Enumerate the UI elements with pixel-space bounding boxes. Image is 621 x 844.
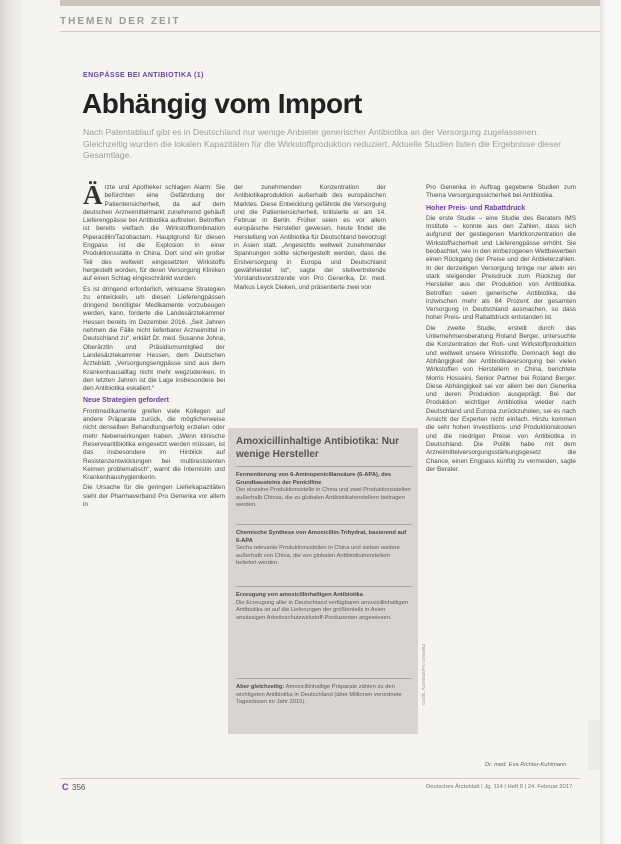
info-box-divider: [236, 524, 412, 525]
article-headline: Abhängig vom Import: [82, 88, 362, 119]
text-column-2: [234, 184, 386, 294]
paragraph: Pro Generika in Auftrag gegebene Studien zum Thema Versorgungssicherheit bei Antibiotika.: [426, 184, 576, 200]
article-lead: Nach Patentablauf gibt es in Deutschland nur wenige Anbieter generischer Antibiotika an der Versorgung zugelassenen. Gleichzeitig wurden die lokalen Kapazitäten für die Wirkstoffproduktion reduziert. Aktuelle Studien listen die Ergebnisse dieser Gesamtlage.: [83, 127, 562, 160]
info-box-divider: [236, 678, 412, 679]
top-rule: [60, 0, 600, 6]
info-box-divider: [236, 466, 412, 467]
paragraph: Die zweite Studie, erstellt durch das Unternehmensberatung Roland Berger, untersuchte die Konzentration der Roh- und Wirkstoffproduktion und weltweit unsere Wirkstoffe. Demnach liegt die Abhängigkeit der Antibiotikaversorgung bei vielen Wirkstoffen von Herstellern in China, berichtete Morris Hosseini, Senior Partner bei Roland Berger. Diese Abhängigkeit sei vor allem bei den Generika und deren Produktion ausgeprägt. Bei der Produktion wichtiger Antibiotika wieder nach Deutschland und Europa zurückzuholen, sei es nach Ansicht der Experten nicht einfach. Hinzu kommen die sehr hohen Investitions- und Produktionskosten und die niedrigen Preise von Antibiotika in Deutschland. Die Politik habe mit dem Arzneimittelversorgungsstärkungsgesetz die Chance, einen Engpass künftig zu vermeiden, sagte der Berater.: [426, 324, 576, 473]
info-box-section: [236, 592, 412, 622]
info-box-section-heading: Chemische Synthese von Amoxicillin-Trihydrat, basierend auf 6-APA: [236, 530, 407, 544]
page-tab: [588, 720, 600, 770]
info-box-section-heading: Aber gleichzeitig:: [236, 684, 285, 690]
info-box-section: [236, 530, 412, 568]
paragraph: der zunehmenden Konzentration der Antibiotikaproduktion außerhalb des europäischen Marktes. Diese Entwicklung gefährde die Versorgung und die Patientensicherheit, kritisierte er am 14. Februar in Berlin. Früher seien es vor allem europäische Hersteller gewesen, heute findet die Herstellung von Antibiotika für Deutschland bevorzugt in Asien statt. „Angesichts weltweit zunehmender Spannungen sollte sichergestellt werden, dass die Erstversorgung in Europa und Deutschland gewährleistet ist“, sagte der stellvertretende Vorstandsvorsitzende von Pro Generika, Dr. med. Markus Leyck Dieken, und präsentierte zwei von: [234, 184, 386, 291]
info-box-section-heading: Erzeugung von amoxicillinhaltigen Antibiotika: [236, 592, 364, 598]
publication-info: Deutsches Ärzteblatt | Jg. 114 | Heft 8 | 24. Februar 2017: [426, 784, 573, 790]
info-box-section: [236, 684, 412, 707]
section-title: THEMEN DER ZEIT: [60, 16, 181, 27]
article-kicker: ENGPÄSSE BEI ANTIBIOTIKA (1): [83, 72, 204, 79]
paragraph: Die erste Studie – eine Studie des Beraters IMS Institute – konnte aus den Zahlen, dass sich aufgrund der gestiegenen Marktkonzentration die Wirkstoffsicherheit und Lieferengpässe erhöht. Sie beobachtet, wie in den einbezogenen Wettbewerben einen Rückgang der Preise und der Anbieterzahlen. In der derzeitigen Versorgung bringe nur allein ein stark steigender Preisdruck zum Rückzug der Hersteller aus der Produktion von Antibiotika. Betroffen seien generische Antibiotika, die inzwischen mehr als 84 Prozent der gesamten Versorgung in Deutschland ausmachen, so dass hoher Preis- und Rabattdruck entstanden ist.: [426, 214, 576, 322]
info-box-divider: [236, 586, 412, 587]
drop-cap: Ä: [83, 180, 103, 210]
info-box-section-body: Die Erzeugung aller in Deutschland verfügbaren amoxicillinhaltigen Antibiotika ist auf die Lieferungen der größtenteils in Asien ansässigen Arbeitsschutzwirkstoff-Produzenten angewiesen.: [236, 599, 409, 621]
info-box-section-body: Sechs relevante Produktionsstellen in China und sieben weitere außerhalb von China, die von globalen Antibiotikaherstellern beliefert werden.: [236, 545, 400, 567]
subheading: Hoher Preis- und Rabattdruck: [426, 204, 526, 212]
info-box-section-body: Der einzelne Produktionsstelle in China und zwei Produktionsstellen außerhalb Chinas, die zu globalen Antibiotikaherstellern beitragen werden.: [236, 487, 411, 509]
section-divider: [60, 31, 600, 32]
paragraph: Es ist dringend erforderlich, wirksame Strategien zu entwickeln, um diesen Lieferengpässen dringend benötigter Medikamente vorzubeugen werden, kann, forderte die Landesärztekammer Hessen bereits im Dezember 2016. „Seit Jahren nehmen die Fälle nicht lieferbarer Arzneimittel in Deutschland zu“, erklärt Dr. med. Susanne Johna, Oberärztin und Präsidiumsmitglied der Landesärztekammer Hessen, dem Deutschen Ärzteblatt. „Versorgungsengpässe sind aus dem Krankenhausalltag nicht mehr wegzudenken. In den letzten Jahren ist die Lage insbesondere bei den Antibiotika eskaliert.“: [83, 285, 225, 393]
subheading: Neue Strategien gefordert: [83, 397, 169, 405]
graphic-credit: Grafik: Ärzteblatt/Pro Generika: [421, 643, 426, 705]
info-box-section-body: Amoxicillinhaltige Präparate zählen zu den wichtigsten Antibiotika in Deutschland (über Millionen verordnete Tagesdosen im Jahr 2015).: [236, 684, 402, 706]
info-box-section-heading: Fermentierung von 6-Aminopenicillansäure (6-APA), des Grundbausteins der Penicilline: [236, 472, 392, 486]
text-column-3: [426, 184, 576, 476]
text-column-1: [83, 180, 225, 511]
footer-divider: [60, 778, 580, 779]
paragraph: Frontmedikamente greifen viele Kollegen auf andere Präparate zurück, die möglicherweise nicht denselben Behandlungserfolg erzielen oder mehr Nebenwirkungen haben. „Wenn klinische Reserveantibiotika eingesetzt werden müssen, ist das insbesondere im Hinblick auf Resistenzentwicklungen bei multiresistenten Keimen problematisch“, warnt die Internistin und Krankenhaushygienikerin.: [83, 407, 225, 482]
page-number: 356: [72, 783, 86, 792]
paragraph: Die Ursache für die geringen Lieferkapazitäten sieht der Pharmaverband Pro Generika vor allem in: [83, 484, 225, 508]
info-box-title: Amoxicillinhaltige Antibiotika: Nur wenige Hersteller: [236, 436, 399, 460]
paragraph: rzte und Apotheker schlagen Alarm: Sie befürchten eine Gefährdung der Patientensicherheit, da auf dem deutschen Arzneimittelmarkt zunehmend gehäuft Lieferengpässe bei Antibiotika auftreten. Betroffen ist bereits vielfach die Wirkstoffkombination Piperacillin/Tazobactam. Hauptgrund für diesen Engpass ist die Explosion in einer Produktionsstätte in China. Dort sind ein großer Teil des weltweit eingesetzten Wirkstoffs hergestellt worden, für deren Versorgung Kliniken auf einen Schlag eingeschränkt wurden.: [83, 184, 225, 283]
info-box-section: [236, 472, 412, 510]
author-signature: Dr. med. Eva Richter-Kuhlmann: [485, 762, 567, 768]
footer-logo: C: [62, 782, 69, 792]
info-box: [228, 428, 418, 734]
